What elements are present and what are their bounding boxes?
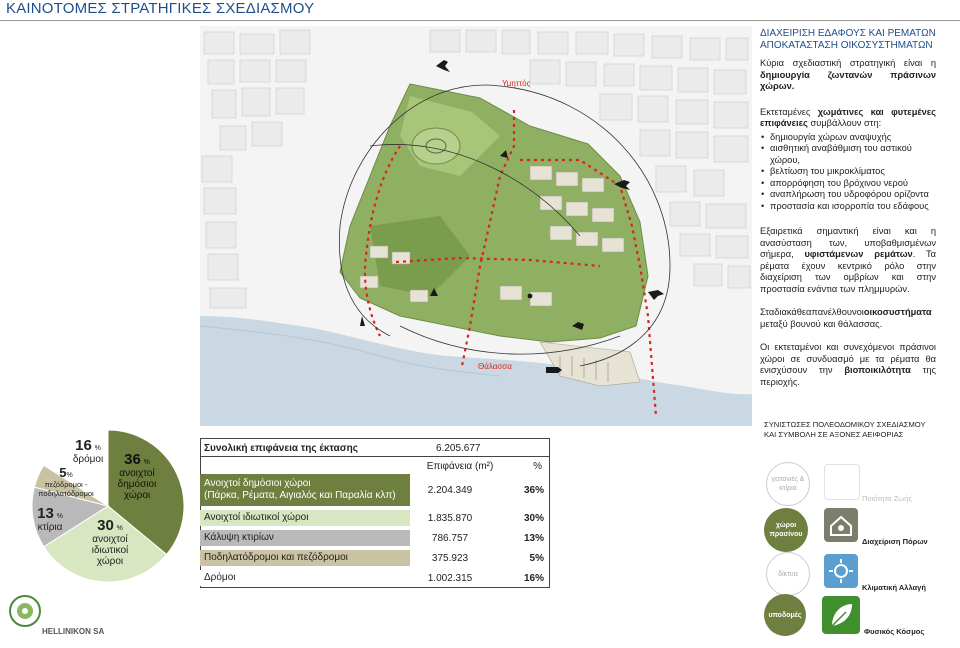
label-resource-management: Διαχείριση Πόρων [862,537,928,546]
legend-heading-line: ΣΥΝΙΣΤΩΣΕΣ ΠΟΛΕΟΔΟΜΙΚΟΥ ΣΧΕΔΙΑΣΜΟΥ [764,420,926,429]
p2-text: Εκτεταμένες [760,106,811,117]
row-area: 375.923 [431,552,469,564]
list-item: • απορρόφηση του βρόχινου νερού [770,178,936,190]
paragraph-5 [760,342,936,388]
table-columns-row [200,459,552,473]
p4-text-end: μεταξύ βουνού και θάλασσας. [760,318,883,329]
row-label: Κάλυψη κτιρίων [200,530,410,546]
pie-pct: 5 [59,465,67,480]
pie-name: ανοιχτοί ιδιωτικοί χώροι [91,534,129,567]
p3-text-end: . Τα ρέματα έχουν κεντρικό ρόλο στην διαχείριση των ομβρίων και στην προστασία ενάντια των πλημμυρών. [760,249,936,294]
list-item: • αναπλήρωση του υδροφόρου ορίζοντα [770,189,936,201]
row-pct: 5% [529,552,544,564]
p1-bold: δημιουργία ζωντανών πράσινων χώρων. [760,69,936,91]
p2-bold: χωμάτινες και φυτεμένες επιφάνειες [760,106,936,128]
label-natural-world: Φυσικός Κόσμος [864,627,925,636]
row-label-detail: (Πάρκα, Ρέματα, Αιγιαλός και Παραλία κλπ) [204,490,396,501]
site-plan-map [200,26,752,426]
pct-sign: % [116,525,123,532]
list-item: • βελτίωση του μικροκλίματος [770,166,936,178]
row-pct: 16% [523,572,544,584]
section-heading-1: ΔΙΑΧΕΙΡΙΣΗ ΕΔΑΦΟΥΣ ΚΑΙ ΡΕΜΑΤΩΝ [760,28,936,39]
list-item: • προστασία και ισορροπία του εδάφους [770,201,936,213]
resource-management-icon [824,508,858,542]
table-row [200,550,552,566]
pie-label-buildings [30,505,70,533]
label-quality-of-life: Ποιότητα Ζωής [862,494,912,503]
pie-pct: 36 [124,451,141,468]
pct-sign: % [143,459,150,466]
pie-pct: 30 [97,517,114,534]
section-heading-2: ΑΠΟΚΑΤΑΣΤΑΣΗ ΟΙΚΟΣΥΣΤΗΜΑΤΩΝ [760,40,933,51]
row-pct: 36% [523,484,544,496]
p4-text: Σταδιακάθεαπανέλθουνοι [760,307,864,317]
col-area-header: Επιφάνεια (m²) [426,460,494,472]
benefits-list [760,132,936,213]
pie-pct: 16 [75,437,92,454]
list-item: • αισθητική αναβάθμιση του αστικού χώρου, [770,143,936,166]
table-header-row [200,440,550,457]
row-label: Ανοιχτοί ιδιωτικοί χώροι [200,510,410,526]
paragraph-4 [760,307,936,330]
pct-sign: % [94,445,101,452]
pct-sign: % [66,472,73,479]
p3-bold: υφιστάμενων ρεμάτων [804,249,913,259]
paragraph-2 [760,107,936,130]
circle-label: γειτονιές & κτίρια [771,476,805,492]
table-row [200,510,552,526]
circle-green-spaces [764,508,808,552]
circle-networks [766,552,810,596]
row-label: Ποδηλατόδρομοι και πεζόδρομοι [200,550,410,566]
circle-label: δίκτυα [778,570,798,578]
row-label: Δρόμοι [200,570,410,586]
circle-infrastructure [764,594,806,636]
p5-text-end: της περιοχής. [760,365,936,387]
pie-label-public [110,451,164,501]
pie-label-roads [58,437,118,465]
quality-of-life-icon [824,464,860,500]
circle-label: υποδομές [768,611,802,619]
p5-text: Οι εκτεταμένοι και συνεχόμενοι πράσινοι χώροι σε συνδυασμό με τα ρέματα θα ενισχύσουν την [760,342,936,375]
circle-neighbourhoods [766,462,810,506]
circle-label: χώροι πρασίνου [769,522,803,538]
p1-text: Κύρια σχεδιαστική στρατηγική είναι η [760,58,936,68]
natural-world-icon [822,596,860,634]
row-area: 1.835.870 [427,512,473,524]
title-divider [0,20,960,21]
col-pct-header: % [533,460,542,472]
pie-name: ανοιχτοί δημόσιοι χώροι [117,468,157,501]
table-row [200,570,552,586]
pie-pct: 13 [37,505,54,522]
logo-text: HELLINIKON SA [42,627,105,636]
paragraph-3 [760,226,936,295]
table-total: 6.205.677 [436,442,481,454]
pct-sign: % [56,513,63,520]
row-label: Ανοιχτοί δημόσιοι χώροι [204,478,311,489]
list-item: • δημιουργία χώρων αναψυχής [770,132,936,144]
pie-name: δρόμοι [72,454,104,465]
page-title: ΚΑΙΝΟΤΟΜΕΣ ΣΤΡΑΤΗΓΙΚΕΣ ΣΧΕΔΙΑΣΜΟΥ [6,0,315,17]
p4-bold: οικοσυστήματα [863,307,932,317]
pie-name: πεζόδρομοι - ποδηλατόδρομοι [38,480,94,498]
paragraph-1 [760,58,936,93]
p2-text-end: συμβάλλουν στη: [810,118,882,128]
pie-name: κτίρια [37,522,63,533]
pie-label-private [78,517,142,567]
map-label-north: Υμηττός [502,79,531,88]
label-climate-change: Κλιματική Αλλαγή [862,583,926,592]
strategy-text-column [760,28,936,394]
table-row [200,474,552,506]
table-row [200,530,552,546]
row-pct: 30% [523,512,544,524]
p3-text: Εξαιρετικά σημαντική είναι και η ανασύσταση των, υποβαθμισμένων σήμερα, [760,226,936,259]
row-pct: 13% [523,532,544,544]
climate-change-icon [824,554,858,588]
row-area: 2.204.349 [427,484,473,496]
legend-heading-line: ΚΑΙ ΣΥΜΒΟΛΗ ΣΕ ΑΞΟΝΕΣ ΑΕΙΦΟΡΙΑΣ [764,430,904,439]
table-title: Συνολική επιφάνεια της έκτασης [204,442,358,454]
p5-bold: βιοποικιλότητα [844,365,911,375]
row-area: 786.757 [431,532,469,544]
legend-heading [764,420,926,440]
pie-label-pedestrian [30,465,102,498]
row-area: 1.002.315 [427,572,473,584]
map-label-south: Θάλασσα [478,362,512,371]
hellinikon-logo-icon [8,594,42,628]
